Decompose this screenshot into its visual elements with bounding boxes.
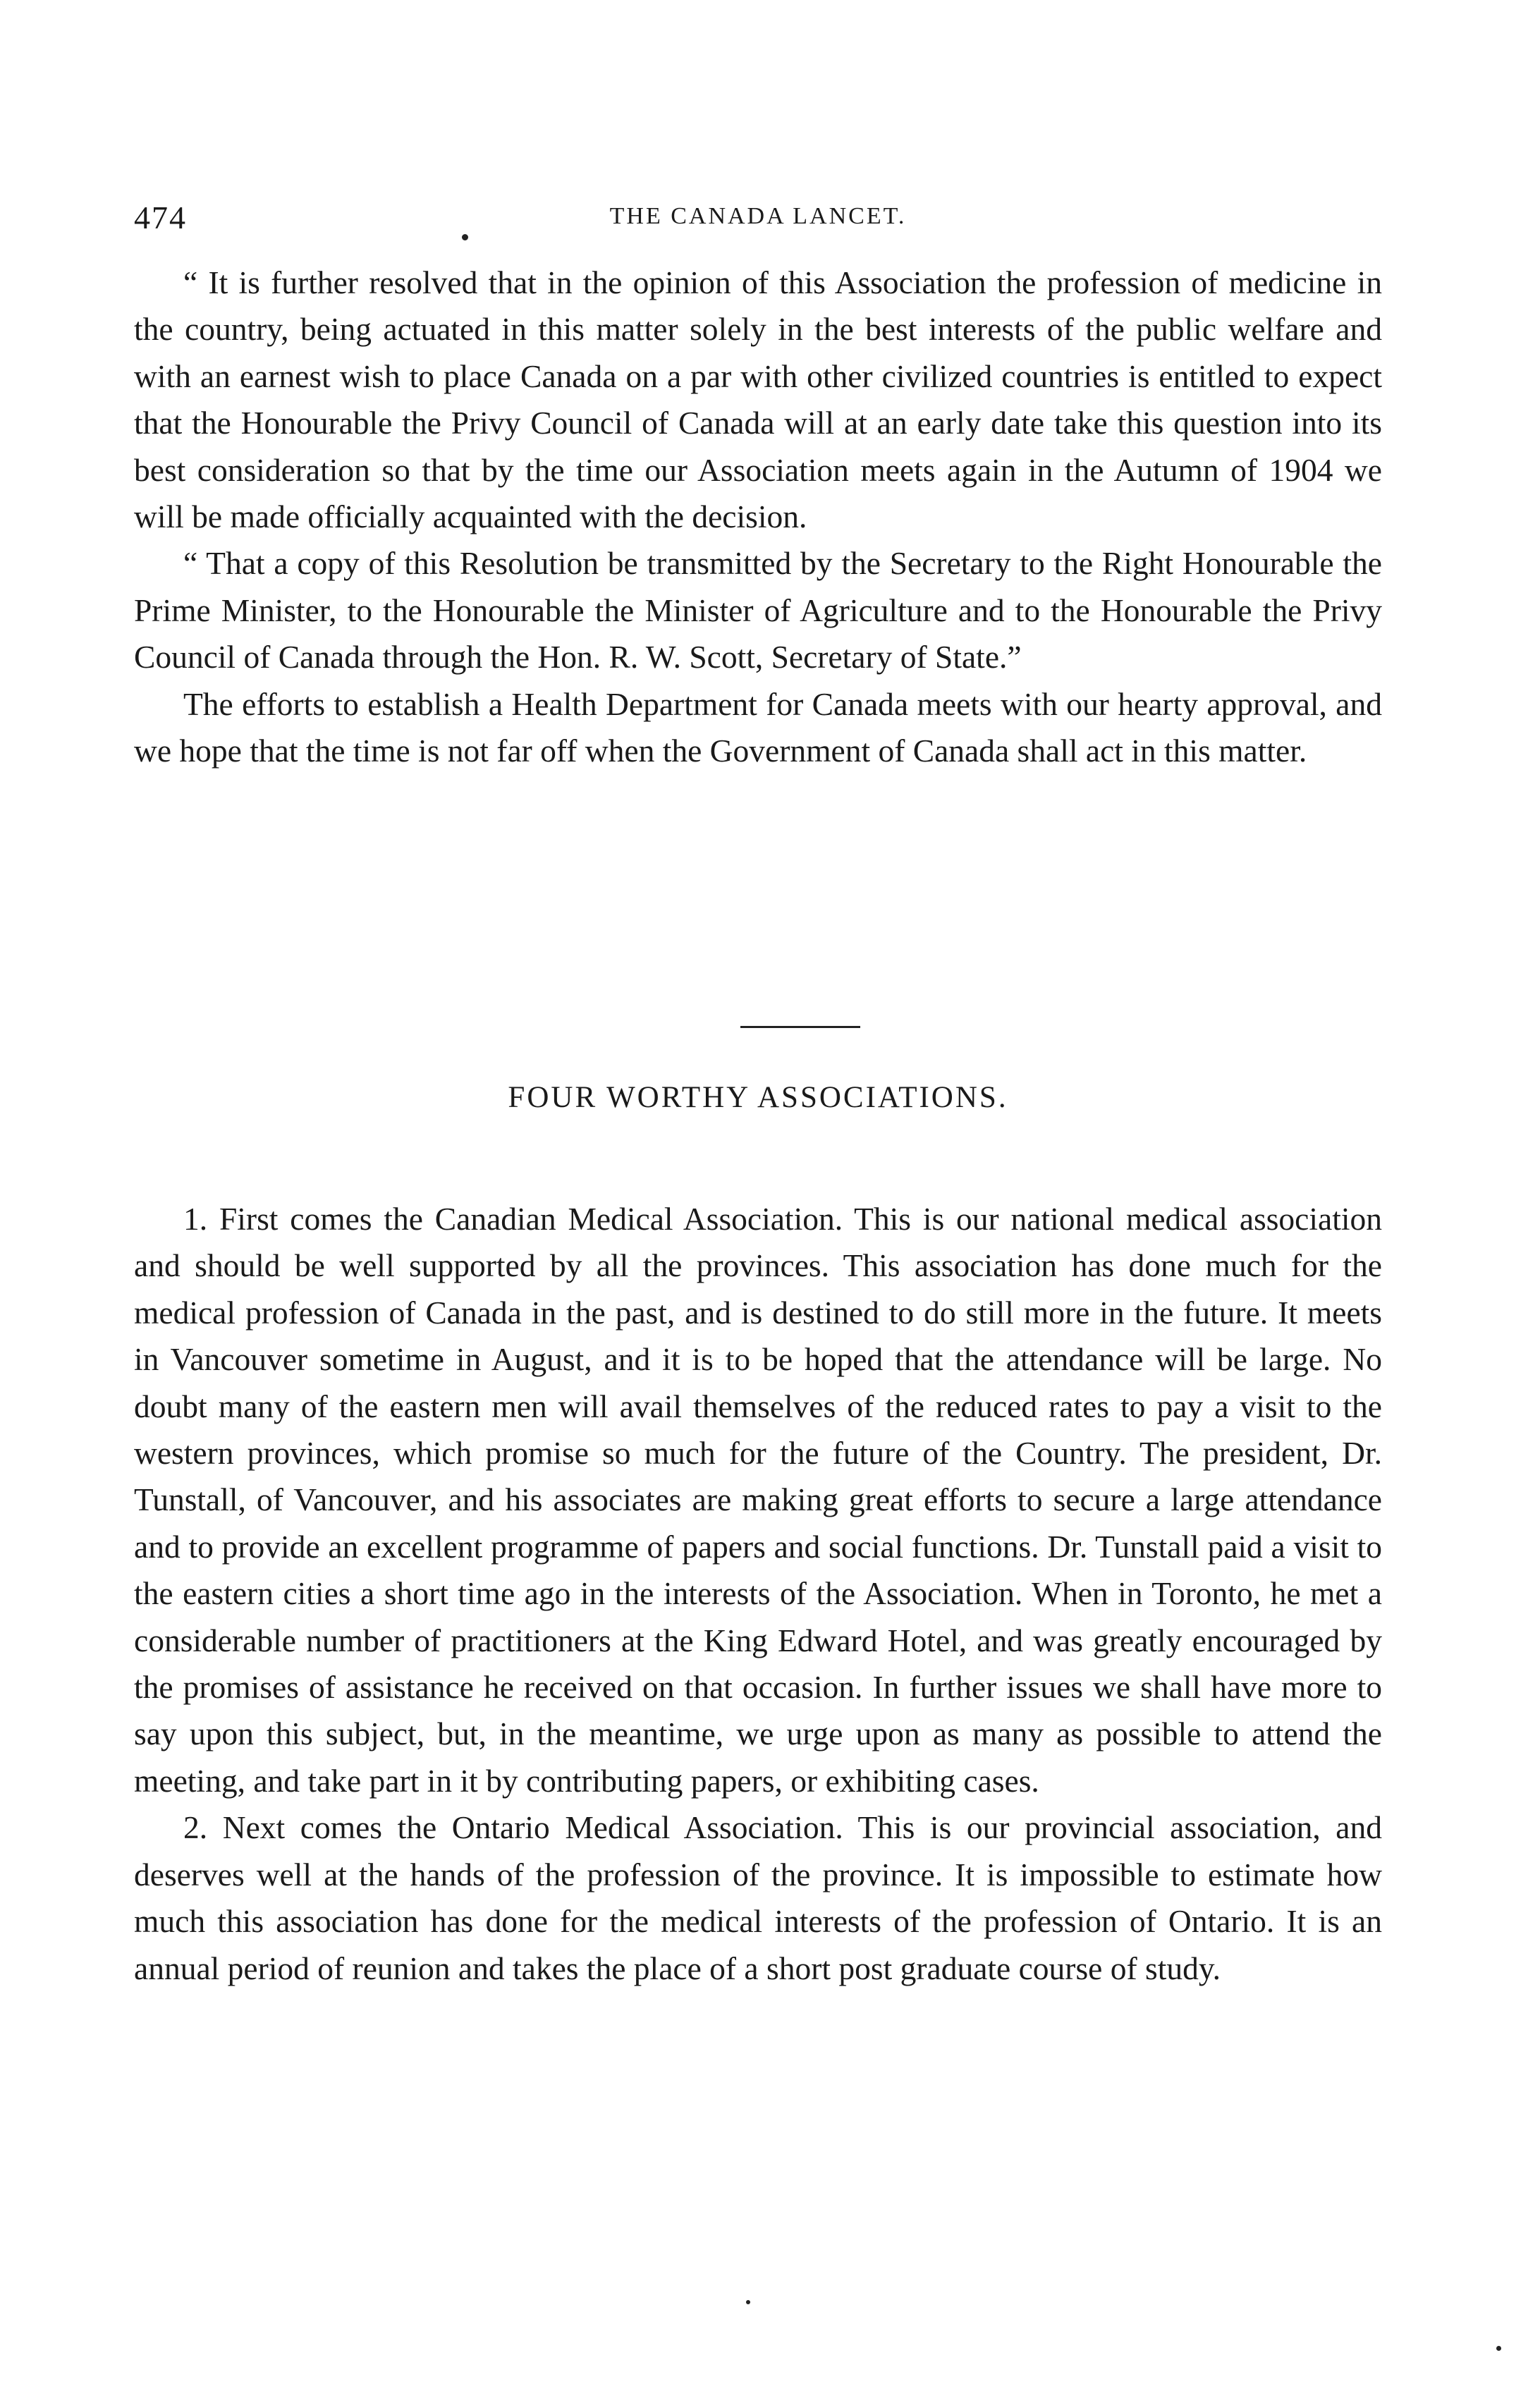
paragraph: “ It is further resolved that in the opinion of this Association the profession of medicine in the country, being actuated in this matter solely in the best interests of the public welfare and with an earnest wish to place Canada on a par with other civilized countries is entitled to expect that the Honourable the Privy Council of Canada will at an early date take this question into its best consideration so that by the time our Association meets again in the Autumn of 1904 we will be made officially acquainted with the decision. [134, 264, 1382, 535]
paragraph: 1. First comes the Canadian Medical Association. This is our national medical association and should be well supported by all the provinces. This association has done much for the medical profession of Canada in the past, and is destined to do still more in the future. It meets in Vancouver sometime in August, and it is to be hoped that the attendance will be large. No doubt many of the eastern men will avail themselves of the reduced rates to pay a visit to the western provinces, which promise so much for the future of the Country. The president, Dr. Tunstall, of Vancouver, and his associates are making great efforts to secure a large attendance and to provide an excellent programme of papers and social functions. Dr. Tunstall paid a visit to the eastern cities a short time ago in the interests of the Association. When in Toronto, he met a considerable number of practitioners at the King Edward Hotel, and was greatly encouraged by the promises of assistance he received on that occasion. In further issues we shall have more to say upon this subject, but, in the meantime, we urge upon as many as possible to attend the meeting, and take part in it by contributing papers, or exhibiting cases. [134, 1201, 1382, 1799]
paragraph: The efforts to establish a Health Department for Canada meets with our hearty approval, and we hope that the time is not far off when the Government of Canada shall act in this matter. [134, 685, 1382, 769]
running-title: THE CANADA LANCET. [609, 203, 907, 229]
page-number: 474 [134, 200, 187, 236]
speck-dot [746, 2300, 750, 2304]
section-heading: FOUR WORTHY ASSOCIATIONS. [508, 1081, 1008, 1114]
speck-dot [1496, 2346, 1501, 2351]
section-divider [740, 1026, 860, 1028]
paragraph: “ That a copy of this Resolution be transmitted by the Secretary to the Right Honourable the Prime Minister, to the Honourable the Minister of Agriculture and to the Honourable the Privy Council of Canada through the Hon. R. W. Scott, Secretary of State.” [134, 545, 1382, 675]
speck-dot [462, 234, 468, 240]
associations-text [134, 1196, 1382, 1992]
resolution-text [134, 259, 1382, 774]
page-header [134, 199, 1382, 234]
paragraph: 2. Next comes the Ontario Medical Association. This is our provincial association, and deserves well at the hands of the profession of the province. It is impossible to estimate how much this association has done for the medical interests of the profession of Ontario. It is an annual period of reunion and takes the place of a short post graduate course of study. [134, 1809, 1382, 1986]
